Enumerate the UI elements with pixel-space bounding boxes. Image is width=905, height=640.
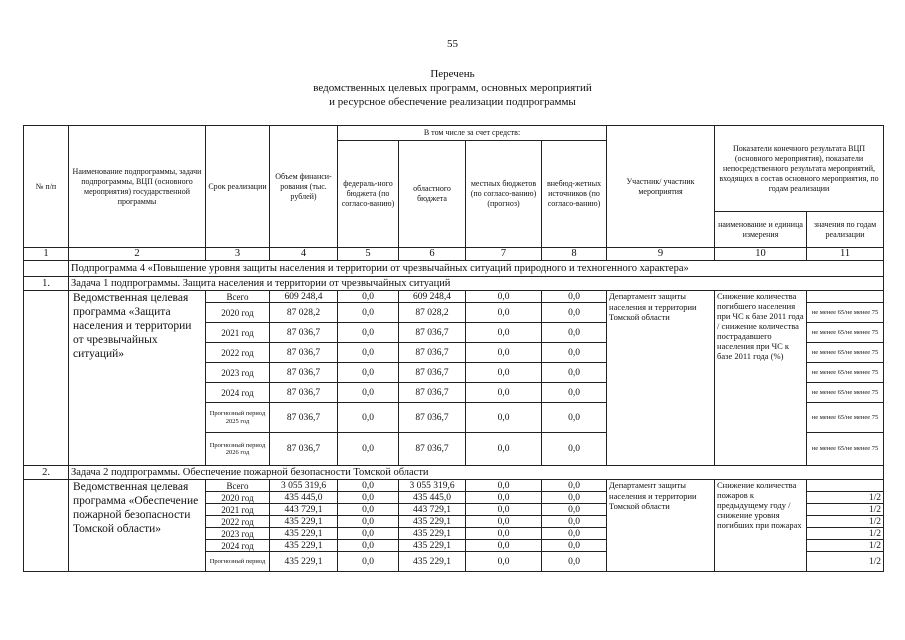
header-local: местных бюджетов (по согласо-ванию) (прогноз) (466, 141, 542, 248)
col-num-3: 3 (206, 248, 270, 261)
task2-value-total (807, 480, 884, 492)
task1-local-2025: 0,0 (466, 403, 542, 433)
header-regional: областного бюджета (399, 141, 466, 248)
task2-total-2022: 435 229,1 (270, 516, 338, 528)
task1-regional-all: 609 248,4 (399, 291, 466, 303)
task1-value-2023: не менее 65/не менее 75 (807, 363, 884, 383)
task2-local-all: 0,0 (466, 480, 542, 492)
task2-number-blank (24, 480, 69, 572)
task1-period-2024: 2024 год (206, 383, 270, 403)
task1-extra-2026: 0,0 (542, 433, 607, 466)
task1-extra-2022: 0,0 (542, 343, 607, 363)
task2-local-forecast: 0,0 (466, 552, 542, 572)
task2-regional-2023: 435 229,1 (399, 528, 466, 540)
task2-local-2022: 0,0 (466, 516, 542, 528)
task1-period-2026: Прогнозный период 2026 год (206, 433, 270, 466)
title-line-1: Перечень (430, 68, 475, 80)
task1-period-2025: Прогнозный период 2025 год (206, 403, 270, 433)
col-num-7: 7 (466, 248, 542, 261)
task2-extra-2021: 0,0 (542, 504, 607, 516)
task2-period-total: Всего (206, 480, 270, 492)
task1-value-2026: не менее 65/не менее 75 (807, 433, 884, 466)
task1-total-2025: 87 036,7 (270, 403, 338, 433)
task2-period-forecast: Прогнозный период (206, 552, 270, 572)
task1-regional-2020: 87 028,2 (399, 303, 466, 323)
header-indicator-values: значения по годам реализации (807, 212, 884, 248)
task1-regional-2023: 87 036,7 (399, 363, 466, 383)
task2-federal-all: 0,0 (338, 480, 399, 492)
task2-local-2024: 0,0 (466, 540, 542, 552)
task1-extra-2023: 0,0 (542, 363, 607, 383)
task1-program-name: Ведомственная целевая программа «Защита населения и территории от чрезвычайных ситуаций» (69, 291, 206, 466)
col-num-1: 1 (24, 248, 69, 261)
task1-regional-2026: 87 036,7 (399, 433, 466, 466)
task1-value-2022: не менее 65/не менее 75 (807, 343, 884, 363)
task1-extra-2025: 0,0 (542, 403, 607, 433)
col-num-11: 11 (807, 248, 884, 261)
task2-value-2023: 1/2 (807, 528, 884, 540)
task1-local-2020: 0,0 (466, 303, 542, 323)
col-num-8: 8 (542, 248, 607, 261)
task1-local-2022: 0,0 (466, 343, 542, 363)
task2-title: Задача 2 подпрограммы. Обеспечение пожарной безопасности Томской области (69, 466, 884, 480)
task1-period-2022: 2022 год (206, 343, 270, 363)
task2-indicator: Снижение количества пожаров к предыдущему году / снижение уровня погибших при пожарах (715, 480, 807, 572)
task1-federal-2026: 0,0 (338, 433, 399, 466)
col-num-9: 9 (607, 248, 715, 261)
task1-regional-2021: 87 036,7 (399, 323, 466, 343)
task1-federal-2024: 0,0 (338, 383, 399, 403)
task1-period-2020: 2020 год (206, 303, 270, 323)
header-indicators-group: Показатели конечного результата ВЦП (основного мероприятия), показатели непосредственного результата мероприятий, входящих в состав основного мероприятия, по годам реализации (715, 126, 884, 212)
task1-federal-2025: 0,0 (338, 403, 399, 433)
header-number: № п/п (24, 126, 69, 248)
task1-extra-all: 0,0 (542, 291, 607, 303)
task2-extra-2024: 0,0 (542, 540, 607, 552)
task1-number-blank (24, 291, 69, 466)
task1-regional-2025: 87 036,7 (399, 403, 466, 433)
title-line-2: ведомственных целевых программ, основных мероприятий (313, 82, 592, 94)
task2-federal-2021: 0,0 (338, 504, 399, 516)
header-federal: федераль-ного бюджета (по согласо-ванию) (338, 141, 399, 248)
task1-value-2020: не менее 65/не менее 75 (807, 303, 884, 323)
task2-value-forecast: 1/2 (807, 552, 884, 572)
task2-local-2020: 0,0 (466, 492, 542, 504)
task2-federal-2024: 0,0 (338, 540, 399, 552)
task1-local-2024: 0,0 (466, 383, 542, 403)
col-num-4: 4 (270, 248, 338, 261)
task2-total-2023: 435 229,1 (270, 528, 338, 540)
header-indicator-name: наименование и единица измерения (715, 212, 807, 248)
page-number: 55 (447, 38, 458, 50)
subprogram-title: Подпрограмма 4 «Повышение уровня защиты населения и территории от чрезвычайных ситуаций природного и техногенного характера» (69, 261, 884, 277)
task1-total-all: 609 248,4 (270, 291, 338, 303)
task1-title: Задача 1 подпрограммы. Защита населения и территории от чрезвычайных ситуаций (69, 277, 884, 291)
task2-period-2021: 2021 год (206, 504, 270, 516)
header-volume: Объем финанси-рования (тыс. рублей) (270, 126, 338, 248)
task2-regional-all: 3 055 319,6 (399, 480, 466, 492)
col-num-2: 2 (69, 248, 206, 261)
task1-participant: Департамент защиты населения и территории Томской области (607, 291, 715, 466)
task1-federal-all: 0,0 (338, 291, 399, 303)
task2-federal-2020: 0,0 (338, 492, 399, 504)
task1-total-2020: 87 028,2 (270, 303, 338, 323)
task2-value-2020: 1/2 (807, 492, 884, 504)
task2-value-2022: 1/2 (807, 516, 884, 528)
task1-federal-2022: 0,0 (338, 343, 399, 363)
task2-regional-2021: 443 729,1 (399, 504, 466, 516)
header-name: Наименование подпрограммы, задачи подпрограммы, ВЦП (основного мероприятия) государственной программы (69, 126, 206, 248)
task1-total-2023: 87 036,7 (270, 363, 338, 383)
header-participant: Участник/ участник мероприятия (607, 126, 715, 248)
header-funds-group: В том числе за счет средств: (338, 126, 607, 141)
task2-federal-2023: 0,0 (338, 528, 399, 540)
task2-program-name: Ведомственная целевая программа «Обеспечение пожарной безопасности Томской области» (69, 480, 206, 572)
task1-value-2025: не менее 65/не менее 75 (807, 403, 884, 433)
task1-value-2021: не менее 65/не менее 75 (807, 323, 884, 343)
header-extrabudget: внебюд-жетных источников (по согласо-ванию) (542, 141, 607, 248)
task1-federal-2021: 0,0 (338, 323, 399, 343)
task2-regional-forecast: 435 229,1 (399, 552, 466, 572)
task2-period-2020: 2020 год (206, 492, 270, 504)
task2-number: 2. (24, 466, 69, 480)
task2-extra-all: 0,0 (542, 480, 607, 492)
task2-local-2021: 0,0 (466, 504, 542, 516)
task1-local-all: 0,0 (466, 291, 542, 303)
task1-total-2026: 87 036,7 (270, 433, 338, 466)
task1-indicator: Снижение количества погибшего населения при ЧС к базе 2011 года / снижение количества пострадавшего населения при ЧС к базе 2011 года (%) (715, 291, 807, 466)
task1-number: 1. (24, 277, 69, 291)
task1-value-total (807, 291, 884, 303)
task2-federal-2022: 0,0 (338, 516, 399, 528)
task2-extra-forecast: 0,0 (542, 552, 607, 572)
task2-total-2021: 443 729,1 (270, 504, 338, 516)
task1-extra-2024: 0,0 (542, 383, 607, 403)
task2-total-forecast: 435 229,1 (270, 552, 338, 572)
task2-federal-forecast: 0,0 (338, 552, 399, 572)
title-line-3: и ресурсное обеспечение реализации подпрограммы (329, 96, 576, 108)
task1-local-2026: 0,0 (466, 433, 542, 466)
resource-table (23, 125, 884, 572)
task2-participant: Департамент защиты населения и территории Томской области (607, 480, 715, 572)
task1-regional-2024: 87 036,7 (399, 383, 466, 403)
task1-local-2021: 0,0 (466, 323, 542, 343)
col-num-10: 10 (715, 248, 807, 261)
task1-regional-2022: 87 036,7 (399, 343, 466, 363)
task1-extra-2021: 0,0 (542, 323, 607, 343)
task1-period-2021: 2021 год (206, 323, 270, 343)
task2-period-2022: 2022 год (206, 516, 270, 528)
task1-period-2023: 2023 год (206, 363, 270, 383)
subprogram-number-cell (24, 261, 69, 277)
task1-total-2021: 87 036,7 (270, 323, 338, 343)
col-num-6: 6 (399, 248, 466, 261)
task2-regional-2020: 435 445,0 (399, 492, 466, 504)
task2-total-2020: 435 445,0 (270, 492, 338, 504)
document-title (0, 67, 905, 109)
task1-period-total: Всего (206, 291, 270, 303)
task2-local-2023: 0,0 (466, 528, 542, 540)
task2-total-2024: 435 229,1 (270, 540, 338, 552)
header-term: Срок реализации (206, 126, 270, 248)
task1-federal-2020: 0,0 (338, 303, 399, 323)
task2-extra-2022: 0,0 (542, 516, 607, 528)
task1-total-2022: 87 036,7 (270, 343, 338, 363)
task2-regional-2024: 435 229,1 (399, 540, 466, 552)
task1-federal-2023: 0,0 (338, 363, 399, 383)
task2-total-all: 3 055 319,6 (270, 480, 338, 492)
task2-extra-2020: 0,0 (542, 492, 607, 504)
task1-local-2023: 0,0 (466, 363, 542, 383)
task1-value-2024: не менее 65/не менее 75 (807, 383, 884, 403)
col-num-5: 5 (338, 248, 399, 261)
task1-extra-2020: 0,0 (542, 303, 607, 323)
task2-regional-2022: 435 229,1 (399, 516, 466, 528)
task2-value-2024: 1/2 (807, 540, 884, 552)
task2-extra-2023: 0,0 (542, 528, 607, 540)
task2-period-2023: 2023 год (206, 528, 270, 540)
task2-period-2024: 2024 год (206, 540, 270, 552)
task2-value-2021: 1/2 (807, 504, 884, 516)
task1-total-2024: 87 036,7 (270, 383, 338, 403)
